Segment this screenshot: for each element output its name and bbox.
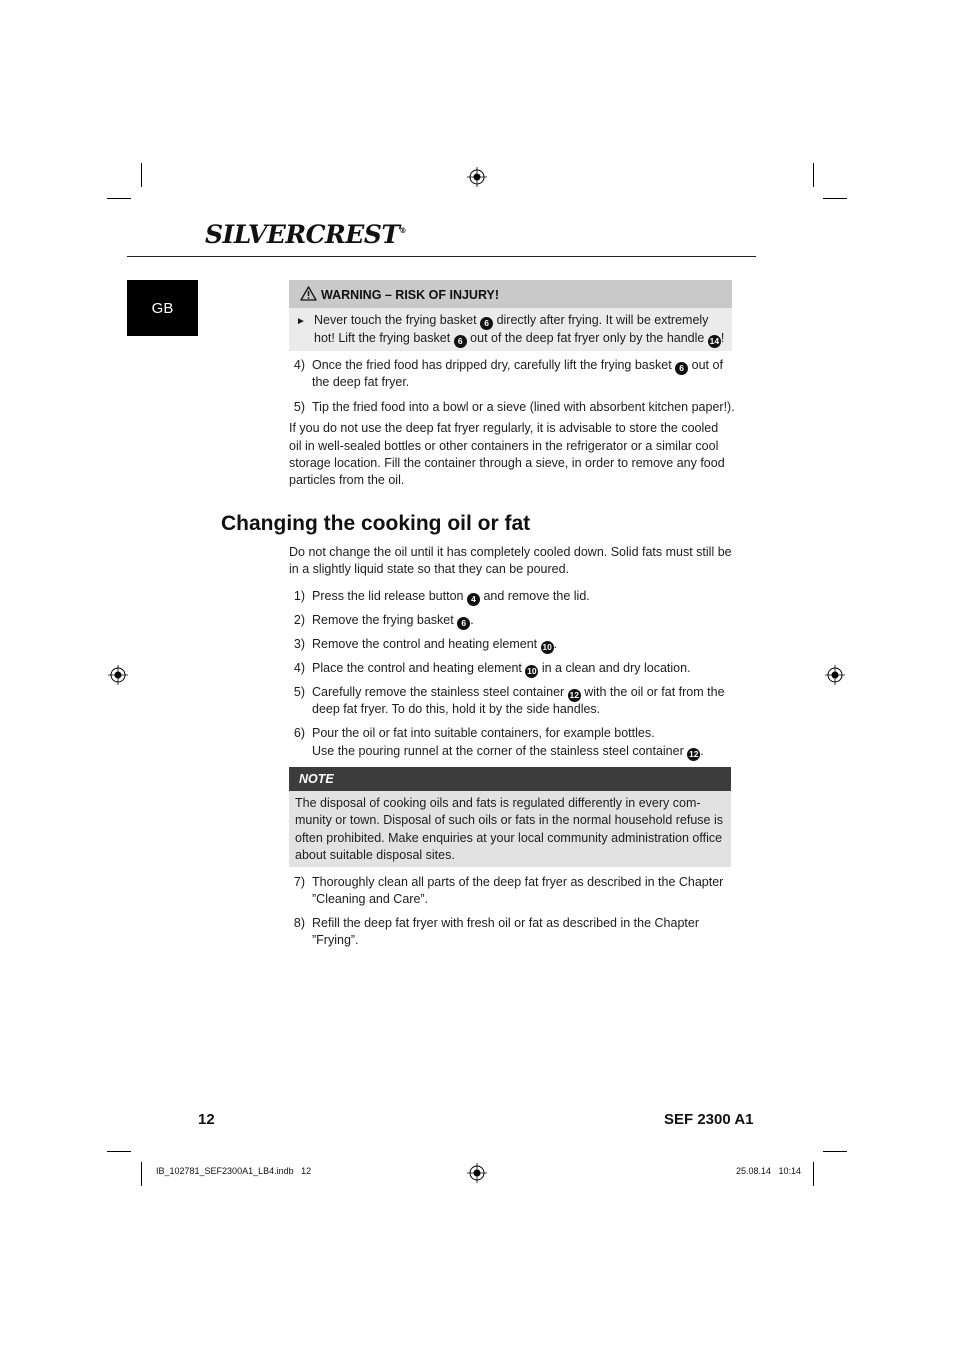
step-text: Remove the frying basket 6 . [312,613,474,628]
warning-title: WARNING – RISK OF INJURY! [321,288,500,302]
print-slug-file: IB_102781_SEF2300A1_LB4.indb 12 [156,1166,312,1176]
note-box [289,767,731,867]
part-number-badge: 6 [480,317,493,330]
crop-mark [813,1162,814,1186]
part-number-badge: 4 [467,593,480,606]
part-number-badge: 12 [689,749,699,759]
step-text: Use the pouring runnel at the corner of the stainless steel container 12 . [312,744,704,759]
warning-header [289,280,732,308]
crop-mark [823,1151,847,1152]
model-number: SEF 2300 A1 [664,1111,754,1128]
step-text: ”Frying”. [312,933,359,947]
step-text: Thoroughly clean all parts of the deep fat fryer as described in the Chapter [312,875,724,889]
note-text-line: munity or town. Disposal of such oils or fats in the normal household refuse is [295,813,723,827]
warning-bullet-icon: ► [296,316,306,327]
registration-mark-icon [108,665,128,685]
paragraph-line: If you do not use the deep fat fryer regularly, it is advisable to store the cooled [289,421,719,435]
step-number: 2) [293,613,305,627]
step-number: 6) [293,726,305,740]
step-text: Refill the deep fat fryer with fresh oil or fat as described in the Chapter [312,916,699,930]
crop-mark [107,198,131,199]
registration-mark-icon [467,1163,487,1183]
brand-logo: SILVERCREST® [205,220,406,249]
note-text-line: The disposal of cooking oils and fats is regulated differently in every com- [295,796,701,810]
print-slug-date: 25.08.14 10:14 [736,1166,802,1176]
registration-mark-icon [825,665,845,685]
warning-box [289,280,732,351]
registration-mark-icon [467,167,487,187]
step-text: Place the control and heating element 10 in a clean and dry location. [312,661,691,676]
crop-mark [813,163,814,187]
part-number-badge: 6 [457,617,470,630]
step-number: 3) [293,637,305,651]
step-number: 5) [293,685,305,699]
step-text: Carefully remove the stainless steel container 12 with the oil or fat from the [312,685,725,700]
part-number-badge: 10 [542,642,552,652]
part-number-badge: 10 [527,666,537,676]
step-number: 7) [293,875,305,889]
part-number-badge: 6 [454,335,467,348]
warning-text-line: hot! Lift the frying basket 6 out of the deep fat fryer only by the handle 14 ! [314,331,725,346]
step-number: 4) [293,358,305,372]
language-tab: GB [127,280,198,336]
page-number: 12 [198,1111,215,1128]
warning-triangle-icon [300,286,317,301]
paragraph-line: in a slightly liquid state so that they can be poured. [289,562,570,576]
part-number-badge: 14 [709,336,720,346]
step-text: Press the lid release button 4 and remove the lid. [312,589,590,604]
step-number: 1) [293,589,305,603]
section-title: Changing the cooking oil or fat [221,512,531,535]
paragraph-line: Do not change the oil until it has completely cooled down. Solid fats must still be [289,545,732,559]
crop-mark [141,163,142,187]
header-rule [127,256,756,257]
step-text: the deep fat fryer. [312,375,410,389]
part-number-badge: 12 [569,690,579,700]
note-text-line: about suitable disposal sites. [295,848,455,862]
crop-mark [141,1162,142,1186]
paragraph-line: oil in well-sealed bottles or other containers in the refrigerator or a similar cool [289,439,719,453]
step-text: Remove the control and heating element 10 . [312,637,558,652]
note-header [289,767,731,791]
step-text: deep fat fryer. To do this, hold it by the side handles. [312,702,601,716]
paragraph-line: particles from the oil. [289,473,405,487]
note-text-line: often prohibited. Make enquiries at your local community administration office [295,831,723,845]
note-title: NOTE [299,772,334,786]
step-text: ”Cleaning and Care”. [312,892,429,906]
crop-mark [823,198,847,199]
step-text: Pour the oil or fat into suitable containers, for example bottles. [312,726,655,740]
paragraph-line: storage location. Fill the container through a sieve, in order to remove any food [289,456,725,470]
step-text: Tip the fried food into a bowl or a sieve (lined with absorbent kitchen paper!). [312,400,735,414]
step-number: 5) [293,400,305,414]
part-number-badge: 6 [675,362,688,375]
step-text: Once the fried food has dripped dry, carefully lift the frying basket 6 out of [312,358,723,373]
crop-mark [107,1151,131,1152]
step-number: 8) [293,916,305,930]
step-number: 4) [293,661,305,675]
warning-text-line: Never touch the frying basket 6 directly after frying. It will be extremely [314,313,709,328]
